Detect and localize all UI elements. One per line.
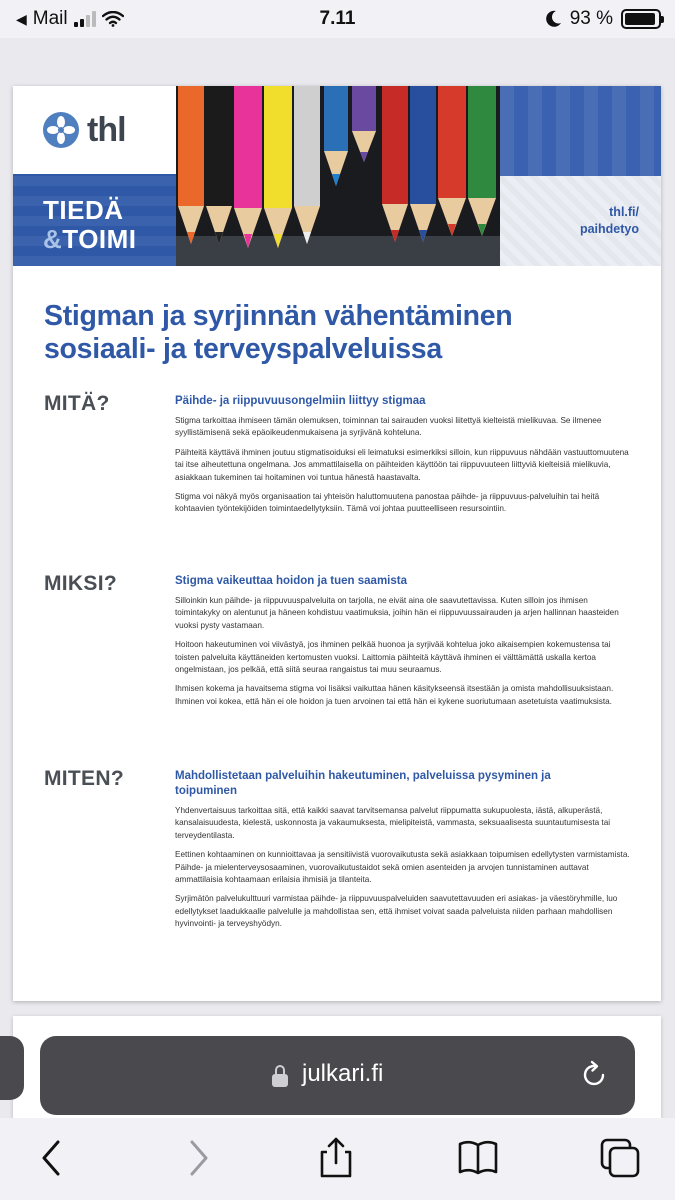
section-paragraph: Eettinen kohtaaminen on kunnioittavaa ja sensitiivistä vuorovaikutusta sekä asiakkaan toipumisen edellytysten varmistamista. Päihde- ja mielenterveysosaaminen, vuorovaikutustaidot sekä omien asenteiden ja arvojen tunnistaminen auttavat ammattilaisia kohtaamaan erilaisia ihmisiä ja tilanteita. (175, 850, 630, 885)
section-heading: Stigma vaikeuttaa hoidon ja tuen saamista (175, 575, 407, 587)
forward-icon[interactable] (176, 1136, 220, 1180)
back-icon[interactable] (30, 1136, 74, 1180)
section-body (175, 574, 635, 715)
back-arrow-icon[interactable]: ◀ (16, 10, 27, 27)
pdf-page[interactable] (13, 86, 661, 1001)
tabs-icon[interactable] (598, 1136, 642, 1180)
section-paragraph: Stigma voi näkyä myös organisaation tai yhteisön haluttomuutena panostaa päihde- ja riippuvuus-palveluihin tai heitä kohtaavien työntekijöiden toimintaedellytyksiin. Tämä voi johtaa puutteelliseen resursointiin. (175, 492, 600, 514)
battery-fill (625, 13, 655, 25)
section-paragraph: Yhdenvertaisuus tarkoittaa sitä, että kaikki saavat tarvitsemansa palvelut riippumatta sukupuolesta, iästä, alkuperästä, kansalaisuudesta, kielestä, uskonnosta ja vakaumuksesta, mielipiteistä, vammasta, seksuaalisesta suuntautumisesta tai terveydentilasta. (175, 806, 611, 840)
thl-logo-text: thl (87, 110, 126, 149)
section-heading: Mahdollistetaan palveluihin hakeutuminen, palveluissa pysyminen ja toipuminen (175, 770, 551, 797)
address-domain[interactable]: julkari.fi (302, 1060, 384, 1087)
title-line-2: sosiaali- ja terveyspalveluissa (44, 333, 442, 365)
bottom-toolbar (0, 1118, 675, 1200)
url-box (500, 86, 661, 266)
tieda-line: TIEDÄ (43, 195, 124, 225)
section-label: MITÄ? (44, 392, 110, 415)
address-bar[interactable] (40, 1036, 635, 1115)
thl-logo (13, 86, 176, 174)
section-paragraph: Hoitoon hakeutuminen voi viivästyä, jos ihminen pelkää huonoa ja syrjivää kohtelua joko aikaisempien kokemustensa tai toisten palveluita käyttäneiden kertomusten vuoksi. Laittomia päihteitä käyttävä ihminen ei välttämättä uskalla kertoa ongelmistaan, jos pelkää, että siitä seuraa rangaistus tai muu seuraamus. (175, 640, 611, 675)
section-paragraph: Syrjimätön palvelukulttuuri varmistaa päihde- ja riippuvuuspalveluiden saavutettavuuden eri asiakas- ja väestöryhmille, luo edellytykset laadukkaalle palvelulle ja mahdollistaa sen, että ihmiset voivat saada palveluista niiden parhaan mahdollisen hyvinvointi- ja terveyshyödyn. (175, 894, 618, 929)
section-heading: Päihde- ja riippuvuusongelmiin liittyy stigmaa (175, 395, 426, 407)
reload-icon[interactable] (579, 1060, 609, 1090)
section-paragraph: Stigma tarkoittaa ihmiseen tämän olemuksen, toiminnan tai sairauden vuoksi liitettyä kielteistä mielikuvaa. Se ilmenee syyllistämisenä sekä epäoikeudenmukaisena ja syrjivänä kohteluna. (175, 416, 602, 438)
page-title (44, 300, 644, 366)
banner (13, 86, 661, 266)
thl-flower-icon (43, 112, 79, 148)
section-paragraph: Silloinkin kun päihde- ja riippuvuuspalveluita on tarjolla, ne eivät aina ole saavutettavissa. Kuten silloin jos ihmisen toimintakyky on alentunut ja häneen kohdistuu vaatimuksia, joihin hän ei riippuvuussairauden ja arjen hallinnan haasteiden vuoksi pysty vastamaan. (175, 596, 619, 630)
battery-percent: 93 % (569, 8, 613, 29)
section-paragraph: Ihmisen kokema ja havaitsema stigma voi lisäksi vaikuttaa hänen käsitykseensä itsestään ja omista mahdollisuuksistaan. Ihminen voi kokea, että hän ei ole hoidon ja tuen arvoinen tai että hän ei kykene suoriutumaan asetetuista vaatimuksista. (175, 684, 614, 706)
tieda-toimi-box (13, 174, 176, 266)
lock-icon (272, 1065, 288, 1087)
section-body (175, 394, 635, 523)
pencils-image (176, 86, 500, 266)
thl-url-link[interactable] (580, 204, 639, 238)
section-label: MITEN? (44, 767, 124, 790)
clock: 7.11 (319, 8, 356, 29)
url-line-1: thl.fi/ (609, 205, 639, 219)
battery-icon (621, 9, 661, 29)
toimi-text: TOIMI (62, 224, 137, 254)
section-body (175, 769, 635, 938)
url-box-pattern-top (500, 86, 661, 176)
section-label: MIKSI? (44, 572, 117, 595)
section-paragraph: Päihteitä käyttävä ihminen joutuu stigmatisoiduksi eli leimatuksi esimerkiksi silloin, kun riippuvuus nähdään vastuuttomuutena tai itse aiheutettuna ongelmana. Jos ammattilaisella on päihteiden käyttöön tai riippuvuuteen liittyviä kielteisiä mielikuvia, asiakkaan tukeminen tai hoitaminen voi tuntua hänestä haastavalta. (175, 447, 629, 482)
ampersand: & (43, 224, 63, 254)
web-viewport[interactable] (0, 38, 675, 1118)
carrier-label: Mail (32, 8, 68, 29)
moon-icon (546, 10, 562, 28)
toimi-line (43, 225, 176, 254)
status-right (546, 8, 661, 30)
url-line-2: paihdetyo (579, 222, 639, 236)
previous-tab-stub[interactable] (0, 1036, 24, 1100)
share-icon[interactable] (314, 1136, 358, 1180)
status-bar (0, 0, 675, 38)
title-line-1: Stigman ja syrjinnän vähentäminen (44, 300, 513, 332)
bookmarks-icon[interactable] (456, 1136, 500, 1180)
